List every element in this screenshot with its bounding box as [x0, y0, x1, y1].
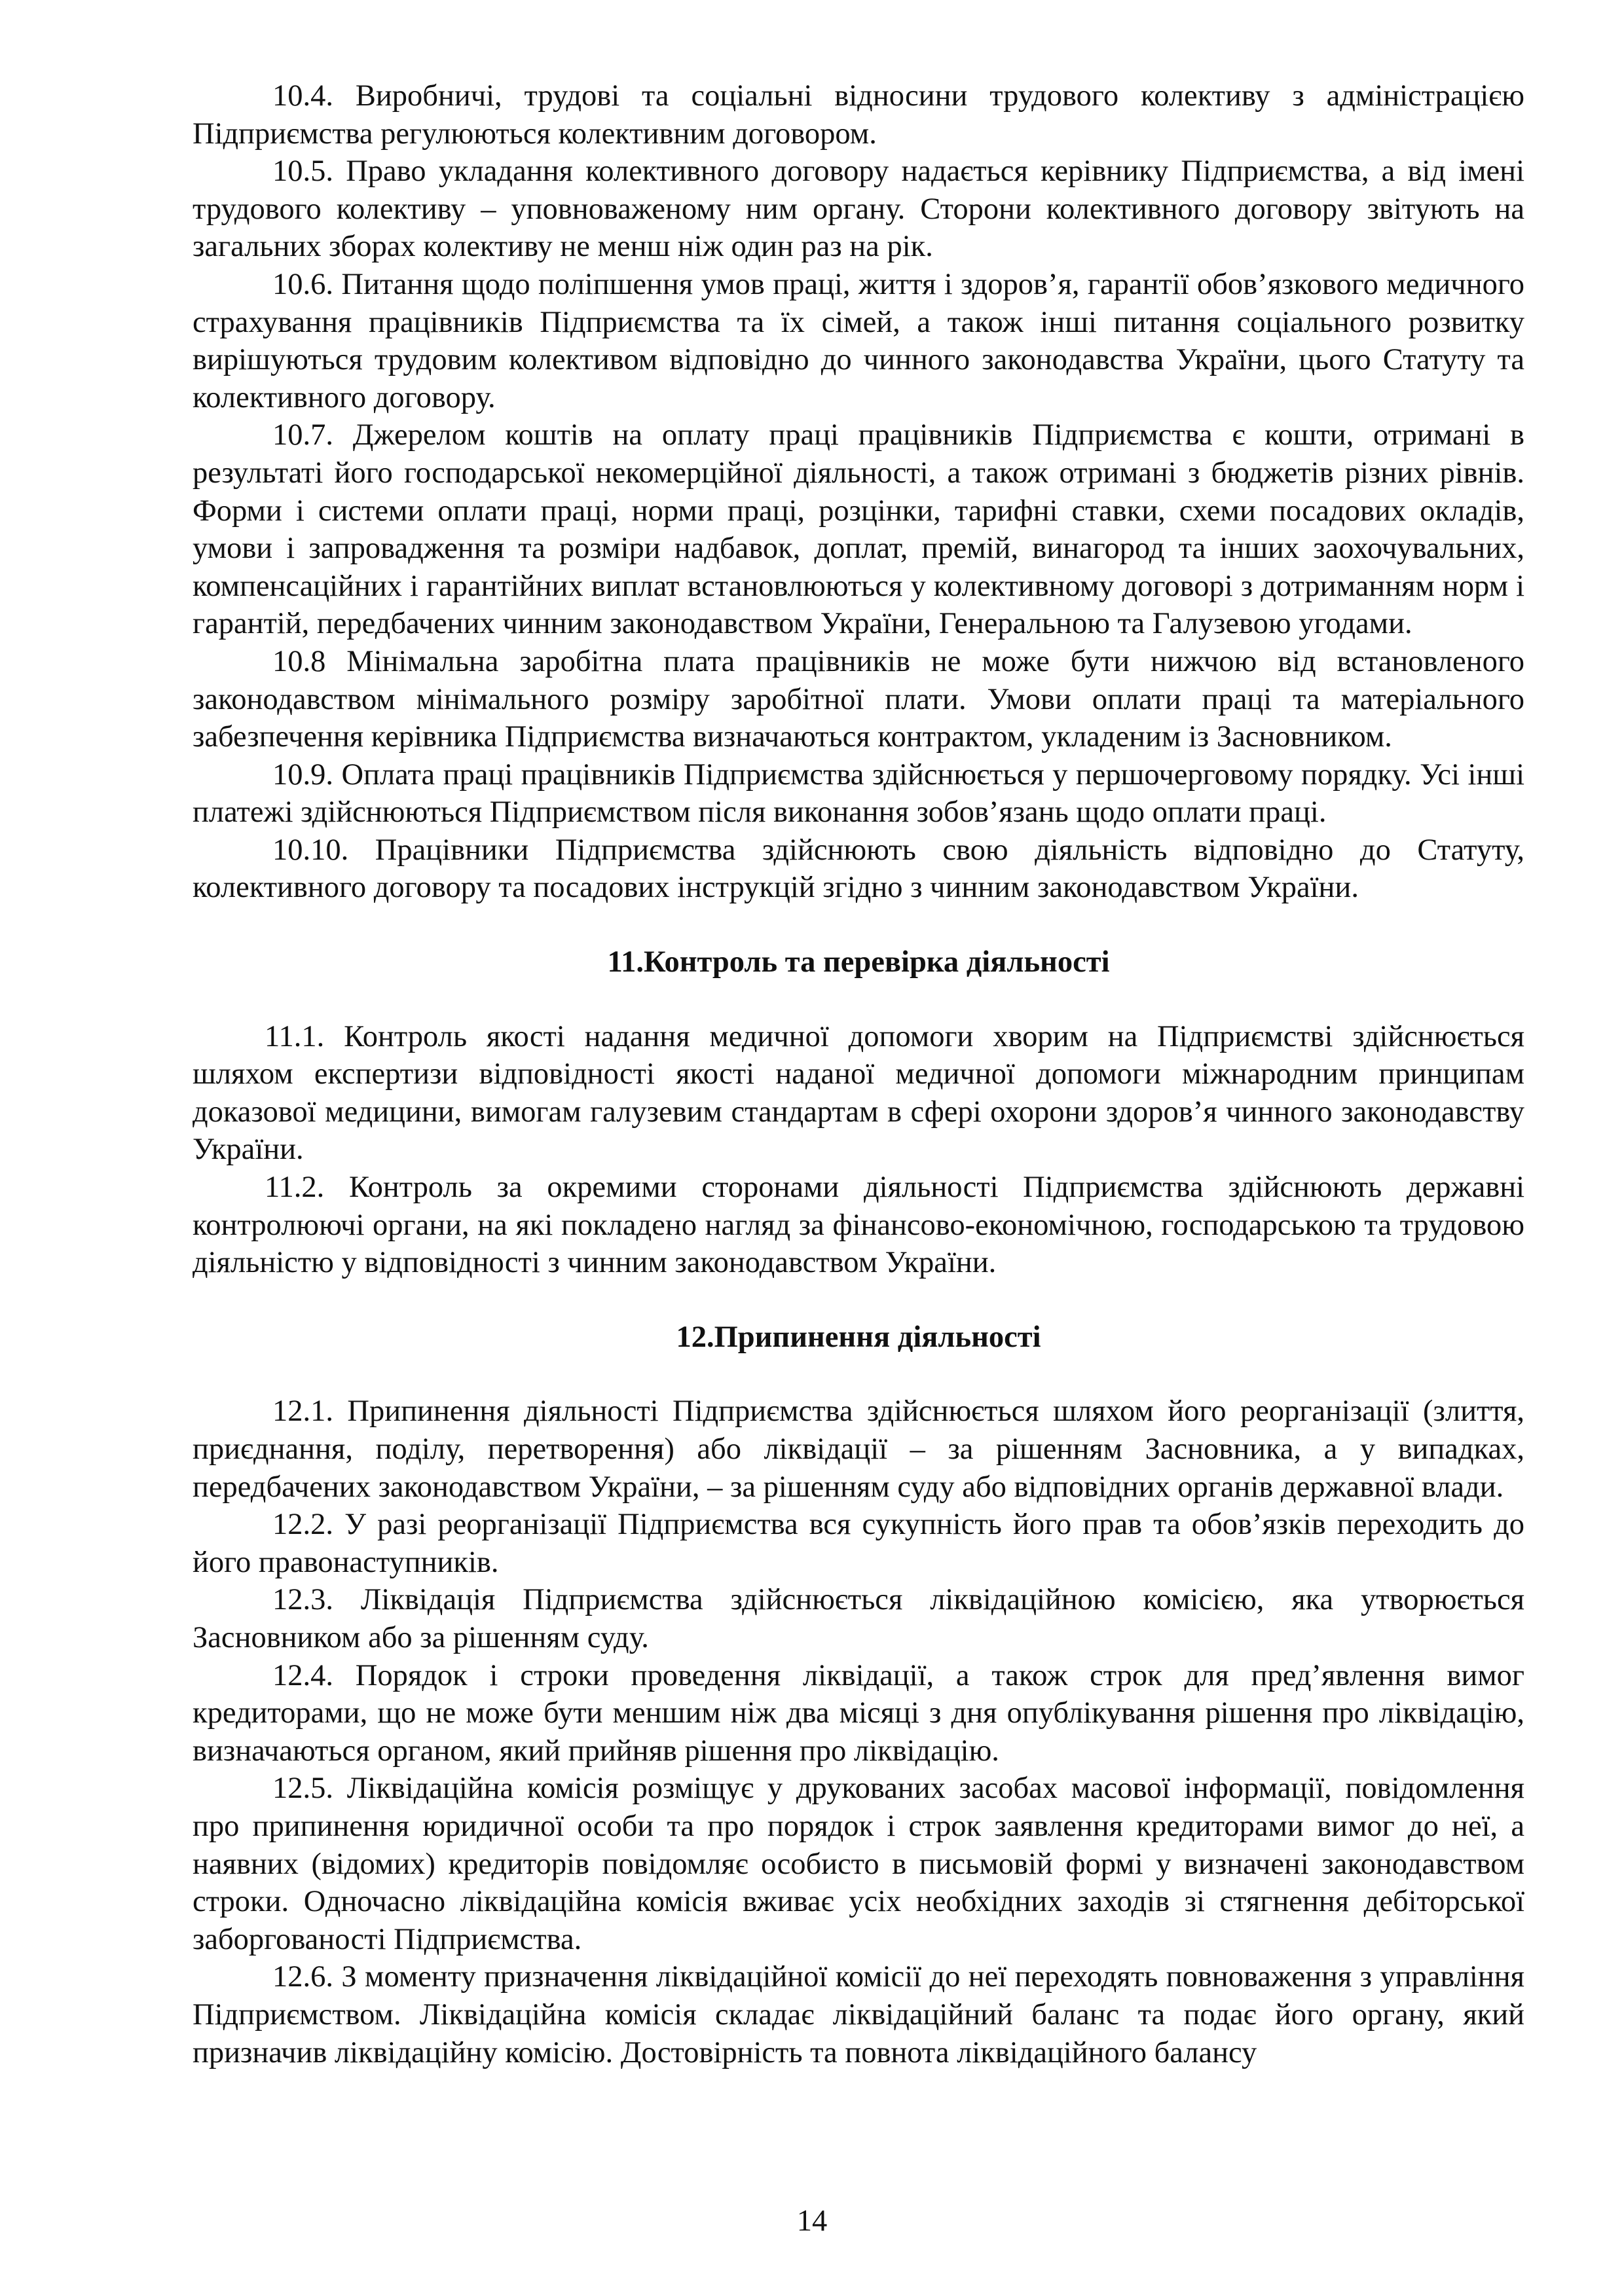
section-12-heading: 12.Припинення діяльності — [676, 1320, 1041, 1354]
paragraph-12-1: 12.1. Припинення діяльності Підприємства здійснюється шляхом його реорганізації (злиття, приєднання, поділу, перетворення) або ліквідації – за рішенням Засновника, а у випадках, передбачених законодавством України, – за рішенням суду або відповідних органів державної влади. — [193, 1394, 1524, 1504]
paragraph-10-7: 10.7. Джерелом коштів на оплату праці працівників Підприємства є кошти, отримані в результаті його господарської некомерційної діяльності, а також отримані з бюджетів різних рівнів. Форми і системи оплати праці, норми праці, розцінки, тарифні ставки, схеми посадових окладів, умови і запровадження та розміри надбавок, доплат, премій, винагород та інших заохочувальних, компенсаційних і гарантійних виплат встановлюються у колективному договорі з дотриманням норм і гарантій, передбачених чинним законодавством України, Генеральною та Галузевою угодами. — [193, 418, 1524, 641]
paragraph-12-2: 12.2. У разі реорганізації Підприємства вся сукупність його прав та обов’язків переходить до його правонаступників. — [193, 1508, 1524, 1579]
section-11-heading: 11.Контроль та перевірка діяльності — [607, 945, 1110, 979]
page-number: 14 — [796, 2204, 828, 2238]
paragraph-10-9: 10.9. Оплата праці працівників Підприємства здійснюється у першочерговому порядку. Усі інші платежі здійснюються Підприємством після виконання зобов’язань щодо оплати праці. — [193, 757, 1524, 829]
paragraph-10-8: 10.8 Мінімальна заробітна плата працівників не може бути нижчою від встановленого законодавством мінімального розміру заробітної плати. Умови оплати праці та матеріального забезпечення керівника Підприємства визначаються контрактом, укладеним із Засновником. — [193, 644, 1524, 754]
paragraph-12-4: 12.4. Порядок і строки проведення ліквідації, а також строк для пред’явлення вимог кредиторами, що не може бути меншим ніж два місяці з дня опублікування рішення про ліквідацію, визначаються органом, який прийняв рішення про ліквідацію. — [193, 1658, 1524, 1768]
paragraph-12-3: 12.3. Ліквідація Підприємства здійснюється ліквідаційною комісією, яка утворюється Засновником або за рішенням суду. — [193, 1583, 1524, 1654]
paragraph-10-10: 10.10. Працівники Підприємства здійснюють свою діяльність відповідно до Статуту, колективного договору та посадових інструкцій згідно з чинним законодавством України. — [193, 833, 1524, 905]
paragraph-10-6: 10.6. Питання щодо поліпшення умов праці, життя і здоров’я, гарантії обов’язкового медичного страхування працівників Підприємства та їх сімей, а також інші питання соціального розвитку вирішуються трудовим колективом відповідно до чинного законодавства України, цього Статуту та колективного договору. — [193, 267, 1524, 414]
paragraph-11-1: 11.1. Контроль якості надання медичної допомоги хворим на Підприємстві здійснюється шляхом експертизи відповідності якості наданої медичної допомоги міжнародним принципам доказової медицини, вимогам галузевим стандартам в сфері охорони здоров’я чинного законодавству України. — [193, 1019, 1524, 1167]
paragraph-12-6: 12.6. З моменту призначення ліквідаційної комісії до неї переходять повноваження з управління Підприємством. Ліквідаційна комісія складає ліквідаційний баланс та подає його органу, який призначив ліквідаційну комісію. Достовірність та повнота ліквідаційного балансу — [193, 1960, 1524, 2069]
paragraph-10-4: 10.4. Виробничі, трудові та соціальні відносини трудового колективу з адміністрацією Підприємства регулюються колективним договором. — [193, 79, 1524, 151]
document-page — [193, 77, 1524, 2071]
paragraph-12-5: 12.5. Ліквідаційна комісія розміщує у друкованих засобах масової інформації, повідомлення про припинення юридичної особи та про порядок і строк заявлення кредиторами вимог до неї, а наявних (відомих) кредиторів повідомляє особисто в письмовій формі у визначені законодавством строки. Одночасно ліквідаційна комісія вживає усіх необхідних заходів зі стягнення дебіторської заборгованості Підприємства. — [193, 1772, 1524, 1956]
paragraph-11-2: 11.2. Контроль за окремими сторонами діяльності Підприємства здійснюють державні контролюючі органи, на які покладено нагляд за фінансово-економічною, господарською та трудовою діяльністю у відповідності з чинним законодавством України. — [193, 1171, 1524, 1280]
paragraph-10-5: 10.5. Право укладання колективного договору надається керівнику Підприємства, а від імені трудового колективу – уповноваженому ним органу. Сторони колективного договору звітують на загальних зборах колективу не менш ніж один раз на рік. — [193, 155, 1524, 264]
